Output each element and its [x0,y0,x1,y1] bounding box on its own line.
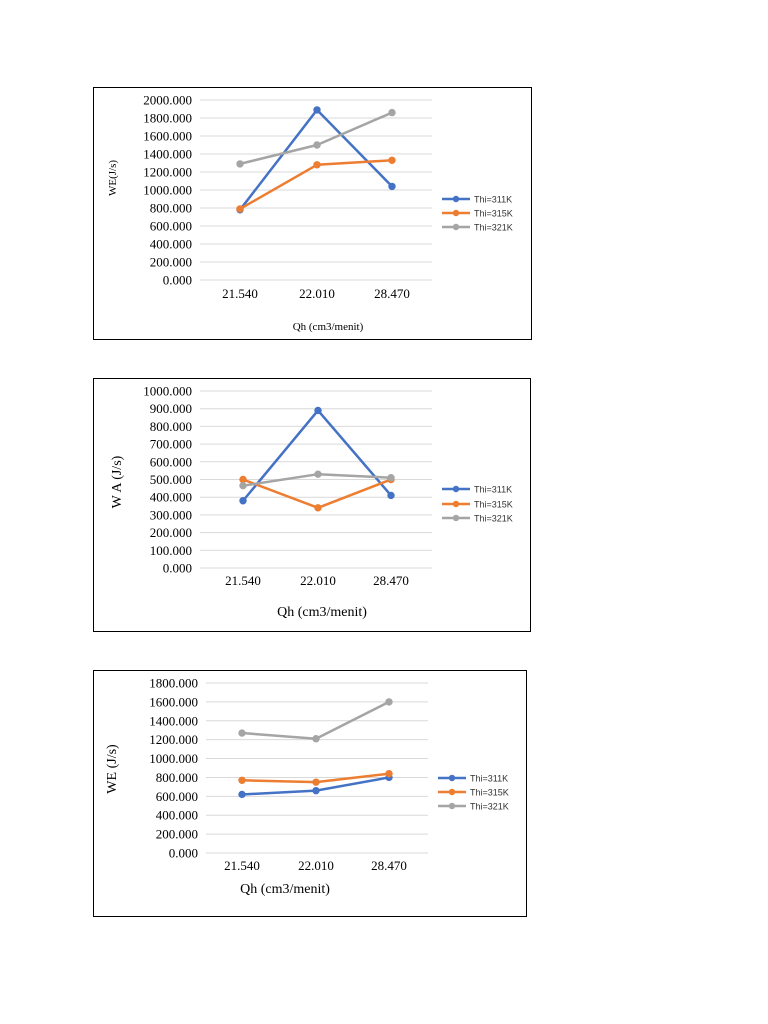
legend-label: Thi=321K [474,513,513,524]
y-tick-label: 1800.000 [149,675,198,691]
chart-we-1 [93,87,532,340]
y-tick-label: 300.000 [149,507,192,523]
y-tick-label: 700.000 [149,436,192,452]
y-tick-label: 1800.000 [143,110,192,126]
legend-marker [453,486,459,492]
x-tick-label: 21.540 [222,286,258,301]
y-tick-label: 800.000 [155,769,198,785]
x-tick-label: 22.010 [300,573,336,588]
data-point [240,482,246,488]
legend-label: Thi=315K [470,787,509,798]
y-tick-label: 600.000 [155,788,198,804]
y-tick-label: 0.000 [168,845,198,861]
series-line-Thi=321K [240,113,392,164]
x-tick-label: 21.540 [224,858,260,873]
data-point [314,162,320,168]
x-axis-label: Qh (cm3/menit) [240,882,330,897]
legend-label: Thi=321K [470,801,509,812]
y-tick-label: 400.000 [149,489,192,505]
y-tick-label: 1000.000 [143,383,192,399]
legend-label: Thi=315K [474,208,513,219]
y-tick-label: 0.000 [162,272,192,288]
data-point [240,476,246,482]
y-tick-label: 400.000 [149,236,192,252]
legend-label: Thi=311K [470,773,509,784]
y-tick-label: 200.000 [155,826,198,842]
data-point [239,791,245,797]
data-point [237,206,243,212]
y-tick-label: 800.000 [149,200,192,216]
data-point [240,498,246,504]
legend-marker [453,196,459,202]
y-axis-label: W A (J/s) [110,455,125,509]
x-tick-label: 22.010 [298,858,334,873]
data-point [388,492,394,498]
y-tick-label: 2000.000 [143,92,192,108]
chart-we-2-svg [94,671,528,918]
chart-wa-svg [94,379,532,633]
y-tick-label: 200.000 [149,525,192,541]
data-point [313,736,319,742]
y-tick-label: 0.000 [162,560,192,576]
data-point [314,142,320,148]
y-tick-label: 1600.000 [149,694,198,710]
data-point [389,157,395,163]
data-point [388,475,394,481]
y-tick-label: 1600.000 [143,128,192,144]
data-point [315,471,321,477]
y-tick-label: 200.000 [149,254,192,270]
legend-marker [449,775,455,781]
data-point [314,107,320,113]
y-tick-label: 1200.000 [149,732,198,748]
data-point [239,730,245,736]
legend-marker [453,224,459,230]
y-tick-label: 1400.000 [149,713,198,729]
legend-marker [449,803,455,809]
data-point [313,779,319,785]
data-point [315,505,321,511]
y-tick-label: 600.000 [149,218,192,234]
x-axis-label: Qh (cm3/menit) [277,605,367,620]
x-tick-label: 22.010 [299,286,335,301]
data-point [389,109,395,115]
chart-we-2 [93,670,527,917]
y-tick-label: 500.000 [149,472,192,487]
data-point [313,787,319,793]
y-axis-label: WE(J/s) [107,159,119,197]
series-line-Thi=315K [243,480,391,508]
data-point [315,407,321,413]
chart-wa [93,378,531,632]
legend-marker [453,210,459,216]
y-tick-label: 1200.000 [143,164,192,180]
data-point [386,770,392,776]
legend-marker [453,515,459,521]
y-tick-label: 600.000 [149,454,192,470]
data-point [389,183,395,189]
x-tick-label: 21.540 [225,573,261,588]
data-point [386,699,392,705]
y-tick-label: 900.000 [149,401,192,417]
y-tick-label: 1000.000 [143,182,192,198]
data-point [239,777,245,783]
data-point [237,161,243,167]
y-tick-label: 1000.000 [149,751,198,767]
y-axis-label: WE (J/s) [105,744,120,794]
legend-marker [449,789,455,795]
legend-label: Thi=315K [474,499,513,510]
legend-label: Thi=311K [474,194,513,205]
legend-marker [453,501,459,507]
x-tick-label: 28.470 [374,286,410,301]
legend-label: Thi=321K [474,222,513,233]
y-tick-label: 100.000 [149,542,192,558]
legend-label: Thi=311K [474,484,513,495]
x-tick-label: 28.470 [371,858,407,873]
y-tick-label: 400.000 [155,807,198,823]
y-tick-label: 800.000 [149,418,192,434]
x-tick-label: 28.470 [373,573,409,588]
x-axis-label: Qh (cm3/menit) [292,321,364,333]
y-tick-label: 1400.000 [143,146,192,162]
chart-we-1-svg [94,88,533,341]
